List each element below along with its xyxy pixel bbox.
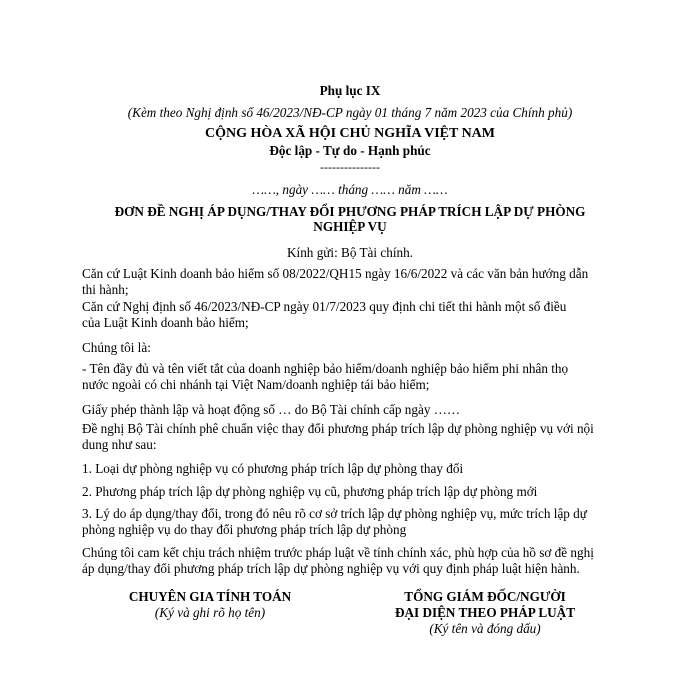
company-name-line2: nước ngoài có chi nhánh tại Việt Nam/doanh nghiệp tái bảo hiểm; xyxy=(82,377,430,392)
legal-basis-1-line2: thi hành; xyxy=(82,282,129,297)
license-line: Giấy phép thành lập và hoạt động số … do Bộ Tài chính cấp ngày …… xyxy=(82,402,461,417)
attachment-note: (Kèm theo Nghị định số 46/2023/NĐ-CP ngày 01 tháng 7 năm 2023 của Chính phủ) xyxy=(127,105,573,120)
document-title-line2: NGHIỆP VỤ xyxy=(313,219,387,234)
left-signature-title: CHUYÊN GIA TÍNH TOÁN xyxy=(128,589,292,604)
commitment-line2: áp dụng/thay đổi phương pháp trích lập dự phòng nghiệp vụ với quy định pháp luật hiện hành. xyxy=(82,561,580,576)
date-line: ……, ngày …… tháng …… năm …… xyxy=(252,182,448,197)
national-motto: Độc lập - Tự do - Hạnh phúc xyxy=(269,143,431,158)
we-are-label: Chúng tôi là: xyxy=(82,340,151,355)
content-item-2: 2. Phương pháp trích lập dự phòng nghiệp vụ cũ, phương pháp trích lập dự phòng mới xyxy=(82,484,538,499)
content-item-3-line2: phòng nghiệp vụ do thay đổi phương pháp trích lập dự phòng xyxy=(82,522,407,537)
company-name-line1: - Tên đầy đủ và tên viết tắt của doanh nghiệp bảo hiểm/doanh nghiệp bảo hiểm phi nhân thọ xyxy=(82,361,569,376)
header-divider: --------------- xyxy=(320,160,380,174)
request-line2: dung như sau: xyxy=(82,437,157,452)
legal-basis-1-line1: Căn cứ Luật Kinh doanh bảo hiểm số 08/2022/QH15 ngày 16/6/2022 và các văn bản hướng dẫn xyxy=(82,266,589,281)
right-signature-title-line2: ĐẠI DIỆN THEO PHÁP LUẬT xyxy=(394,605,575,620)
content-item-3-line1: 3. Lý do áp dụng/thay đổi, trong đó nêu rõ cơ sở trích lập dự phòng nghiệp vụ, mức trích lập dự xyxy=(82,506,587,521)
content-item-1: 1. Loại dự phòng nghiệp vụ có phương pháp trích lập dự phòng thay đổi xyxy=(82,461,464,476)
request-line1: Đề nghị Bộ Tài chính phê chuẩn việc thay đổi phương pháp trích lập dự phòng nghiệp vụ với nội xyxy=(82,421,594,436)
country-name: CỘNG HÒA XÃ HỘI CHỦ NGHĨA VIỆT NAM xyxy=(204,126,495,141)
document-title-line1: ĐƠN ĐỀ NGHỊ ÁP DỤNG/THAY ĐỔI PHƯƠNG PHÁP TRÍCH LẬP DỰ PHÒNG xyxy=(114,204,586,219)
right-signature-title-line1: TỔNG GIÁM ĐỐC/NGƯỜI xyxy=(404,589,566,604)
left-signature-note: (Ký và ghi rõ họ tên) xyxy=(154,605,266,620)
right-signature-note: (Ký tên và đóng dấu) xyxy=(429,621,541,636)
legal-basis-2-line1: Căn cứ Nghị định số 46/2023/NĐ-CP ngày 01/7/2023 quy định chi tiết thi hành một số điều xyxy=(82,299,567,314)
recipient-line: Kính gửi: Bộ Tài chính. xyxy=(287,245,413,260)
appendix-label: Phụ lục IX xyxy=(319,83,381,98)
commitment-line1: Chúng tôi cam kết chịu trách nhiệm trước pháp luật về tính chính xác, phù hợp của hồ sơ đề nghị xyxy=(82,545,594,560)
legal-basis-2-line2: của Luật Kinh doanh bảo hiểm; xyxy=(82,315,249,330)
